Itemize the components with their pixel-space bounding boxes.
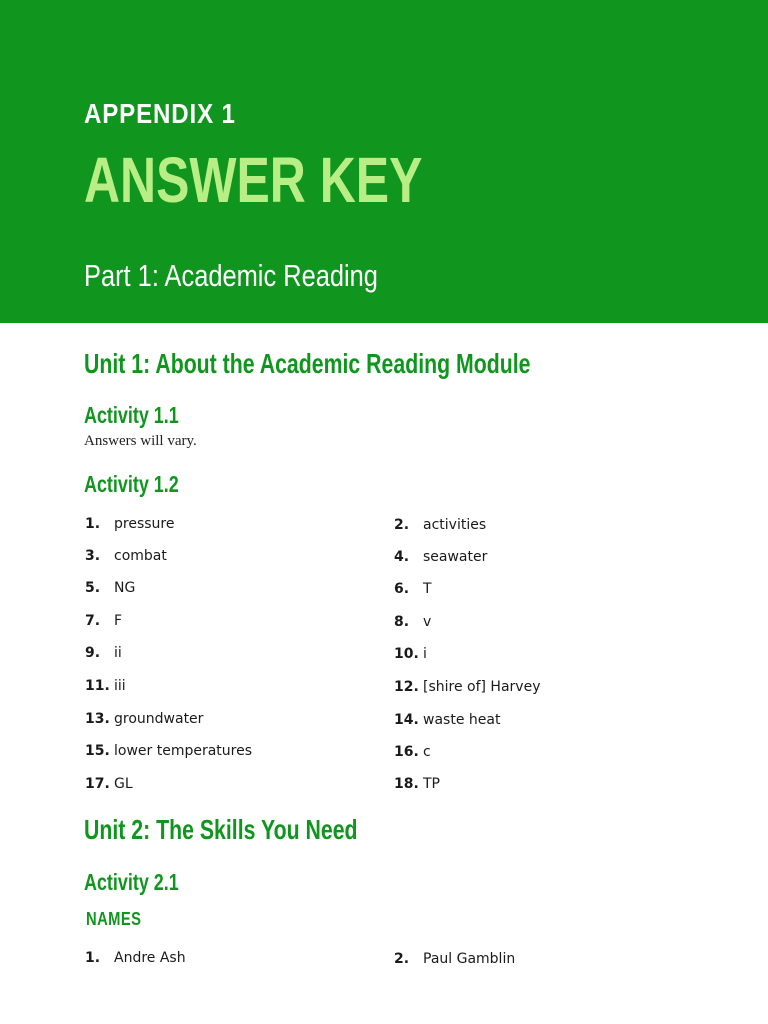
activity-2-1-heading: Activity 2.1 — [84, 869, 179, 895]
answer-item — [394, 774, 440, 794]
answer-item — [394, 742, 431, 762]
answer-text: Paul Gamblin — [423, 951, 516, 967]
answer-item — [394, 949, 515, 969]
activity-1-2-heading: Activity 1.2 — [84, 471, 179, 497]
answer-text: Andre Ash — [114, 950, 186, 966]
answer-text: groundwater — [114, 711, 204, 727]
answer-text: c — [423, 744, 431, 760]
part-title: Part 1: Academic Reading — [84, 258, 378, 293]
answer-text: combat — [114, 548, 167, 564]
activity-1-1-heading: Activity 1.1 — [84, 402, 179, 428]
answer-number: 7. — [85, 613, 101, 629]
answer-number: 18. — [394, 776, 419, 792]
answer-text: seawater — [423, 549, 488, 565]
answer-text: v — [423, 614, 432, 630]
answer-item — [85, 578, 135, 598]
page-title: ANSWER KEY — [84, 144, 423, 216]
answer-text: [shire of] Harvey — [423, 679, 541, 695]
answer-item — [394, 612, 431, 632]
answer-number: 2. — [394, 517, 410, 533]
answer-item — [85, 709, 203, 729]
answer-item — [85, 741, 252, 761]
answer-number: 13. — [85, 711, 110, 727]
answer-number: 4. — [394, 549, 410, 565]
answer-item — [394, 515, 486, 535]
answer-number: 2. — [394, 951, 410, 967]
answer-number: 14. — [394, 712, 419, 728]
answer-text: F — [114, 613, 123, 629]
answer-item — [85, 676, 126, 696]
answer-text: NG — [114, 580, 136, 596]
answer-item — [85, 643, 122, 663]
answer-number: 15. — [85, 743, 110, 759]
answer-item — [85, 546, 167, 566]
answer-number: 17. — [85, 776, 110, 792]
answer-number: 8. — [394, 614, 410, 630]
answer-text: waste heat — [423, 712, 501, 728]
answer-number: 3. — [85, 548, 101, 564]
answer-number: 1. — [85, 950, 101, 966]
activity-1-1-note: Answers will vary. — [84, 433, 197, 449]
answer-text: lower temperatures — [114, 743, 253, 759]
answer-text: iii — [114, 678, 126, 694]
answer-number: 12. — [394, 679, 419, 695]
answer-text: i — [423, 646, 427, 662]
answer-text: GL — [114, 776, 133, 792]
answer-text: activities — [423, 517, 487, 533]
answer-number: 6. — [394, 581, 410, 597]
answer-item — [394, 644, 427, 664]
answer-number: 10. — [394, 646, 419, 662]
unit-2-heading: Unit 2: The Skills You Need — [84, 814, 358, 845]
names-subheading: NAMES — [86, 909, 142, 929]
answer-item — [394, 710, 500, 730]
answer-item — [85, 774, 133, 794]
answer-item — [394, 579, 432, 599]
unit-1-heading: Unit 1: About the Academic Reading Module — [84, 348, 531, 379]
answer-number: 9. — [85, 645, 101, 661]
answer-text: T — [423, 581, 432, 597]
answer-number: 1. — [85, 516, 101, 532]
answer-item — [394, 677, 540, 697]
answer-number: 5. — [85, 580, 101, 596]
answer-text: ii — [114, 645, 122, 661]
appendix-label: APPENDIX 1 — [84, 98, 236, 129]
answer-item — [85, 611, 122, 631]
answer-text: TP — [423, 776, 440, 792]
answer-item — [85, 948, 186, 968]
answer-number: 16. — [394, 744, 419, 760]
answer-item — [394, 547, 487, 567]
answer-number: 11. — [85, 678, 110, 694]
answer-text: pressure — [114, 516, 175, 532]
answer-item — [85, 514, 174, 534]
